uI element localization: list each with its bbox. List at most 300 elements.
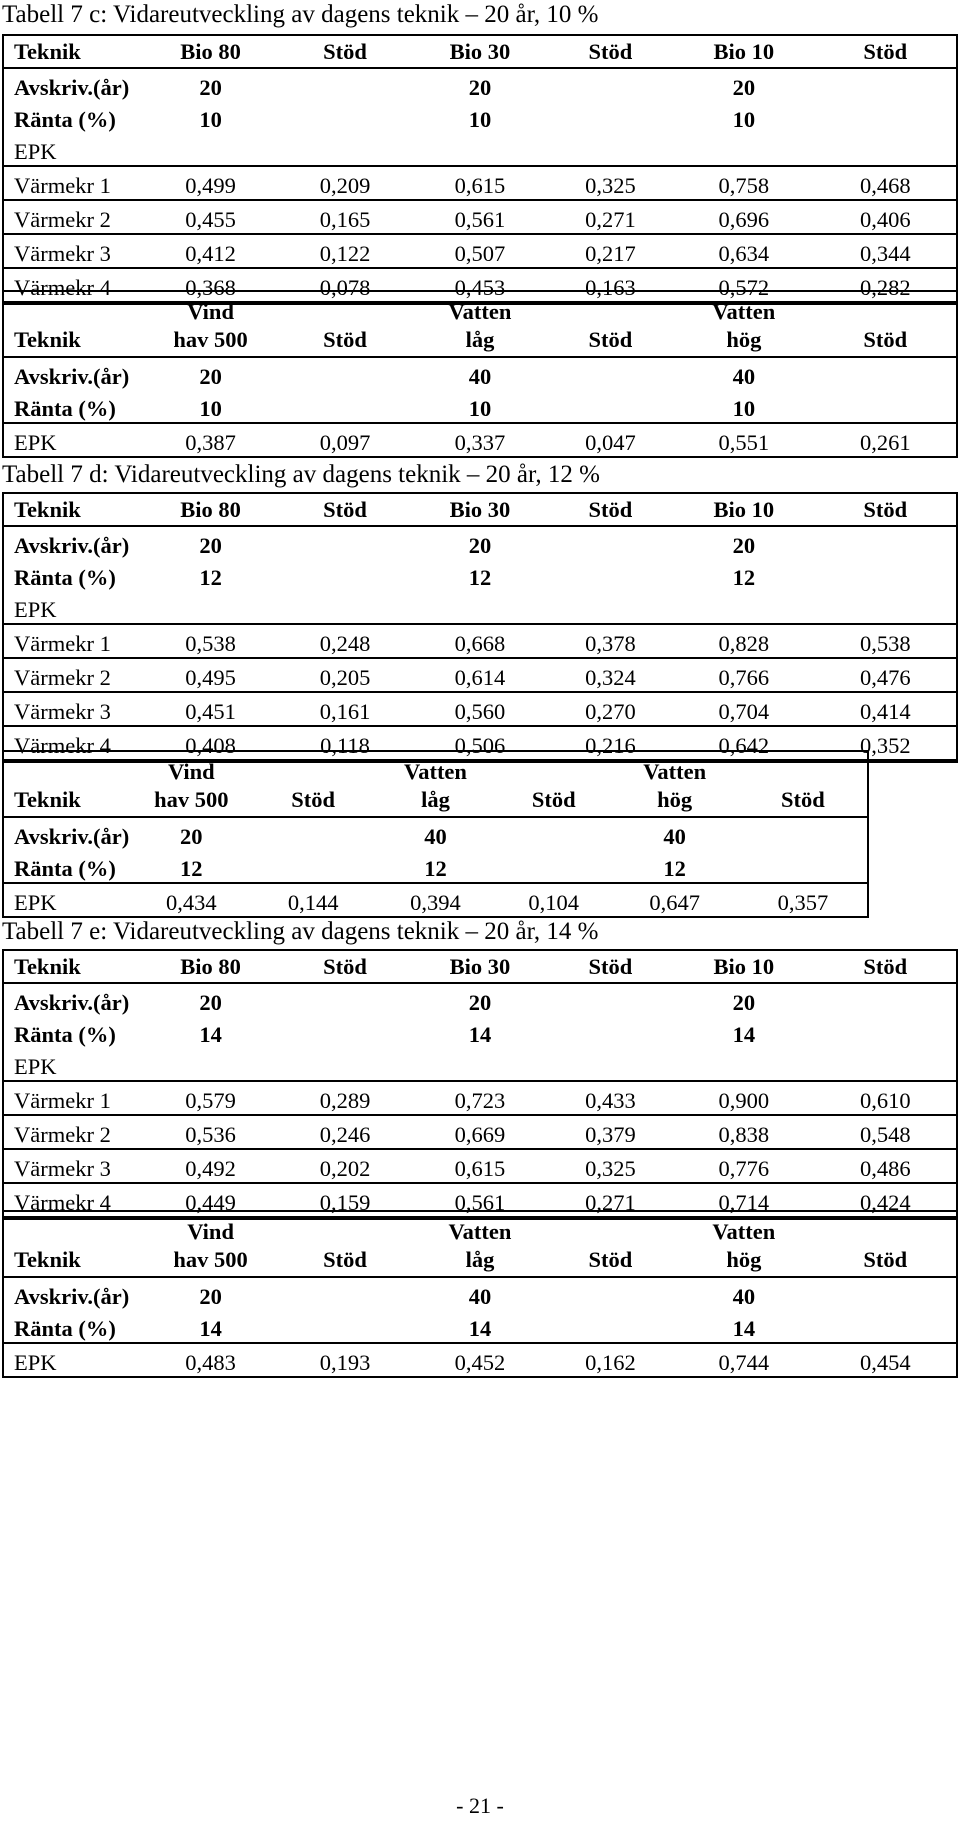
- data-cell: 0,162: [585, 1350, 636, 1375]
- data-cell: 0,357: [777, 890, 829, 915]
- header-line-bottom: Teknik: [14, 1247, 81, 1272]
- param-row: [4, 101, 956, 133]
- param-cell: [548, 68, 673, 101]
- param-cell: [278, 526, 412, 559]
- data-cell: 0,270: [548, 692, 673, 726]
- header-cell: [4, 752, 130, 817]
- param-row: [4, 850, 867, 883]
- data-cell: 0,271: [548, 1183, 673, 1217]
- header-line-bottom: Teknik: [14, 787, 81, 812]
- param-cell: Avskriv.(år): [14, 824, 130, 849]
- header-line-bottom: Stöd: [863, 1247, 908, 1272]
- param-cell: [548, 983, 673, 1016]
- data-cell: 0,216: [548, 726, 673, 760]
- param-cell: 20: [732, 75, 756, 100]
- header-cell: [548, 292, 673, 357]
- param-cell: Ränta (%): [4, 390, 143, 423]
- table-row: [4, 234, 956, 268]
- param-cell: Ränta (%): [14, 107, 116, 132]
- header-cell: [4, 1212, 143, 1277]
- param-cell: 10: [143, 390, 277, 423]
- header-line-bottom: Stöd: [588, 327, 633, 352]
- epk-row: [4, 883, 867, 916]
- header-line-bottom: Stöd: [780, 787, 825, 812]
- param-cell: Avskriv.(år): [14, 990, 130, 1015]
- data-cell: 0,647: [649, 890, 700, 915]
- heating-cost-table: [2, 34, 958, 305]
- param-cell: [252, 817, 374, 850]
- data-cell: 0,406: [815, 200, 956, 234]
- data-cell: 0,217: [548, 234, 673, 268]
- header-cell: Bio 80: [143, 494, 277, 526]
- data-cell: 0,289: [278, 1081, 412, 1115]
- data-cell: 0,766: [673, 658, 814, 692]
- data-cell: 0,434: [165, 890, 217, 915]
- param-cell: [815, 357, 956, 390]
- table-row: [4, 1149, 956, 1183]
- table-header-row: [4, 494, 956, 526]
- header-cell: Stöd: [548, 36, 673, 68]
- header-cell: Stöd: [278, 951, 412, 983]
- param-cell: 12: [374, 850, 497, 883]
- data-cell: 0,202: [278, 1149, 412, 1183]
- header-line-top: [14, 1218, 143, 1246]
- param-cell: 12: [611, 850, 739, 883]
- param-cell: [815, 559, 956, 591]
- table-row: [4, 658, 956, 692]
- data-cell: 0,163: [548, 268, 673, 302]
- data-cell: Värmekr 4: [4, 1183, 143, 1217]
- epk-label-row: [4, 133, 956, 166]
- param-cell: 10: [468, 107, 492, 132]
- param-row: [4, 526, 956, 559]
- header-cell: Stöd: [548, 494, 673, 526]
- data-cell: EPK: [14, 430, 57, 455]
- data-cell: EPK: [14, 1350, 57, 1375]
- header-line-top: [548, 1218, 673, 1246]
- param-cell: 14: [143, 1310, 277, 1343]
- table-header-row: [4, 951, 956, 983]
- data-cell: 0,412: [143, 234, 277, 268]
- data-cell: 0,579: [143, 1081, 277, 1115]
- data-cell: 0,744: [718, 1350, 770, 1375]
- param-cell: [739, 817, 867, 850]
- param-row: [4, 1310, 956, 1343]
- epk-label: EPK: [4, 591, 956, 624]
- data-cell: 0,538: [815, 624, 956, 658]
- data-cell: Värmekr 2: [4, 658, 143, 692]
- param-cell: [278, 390, 412, 423]
- data-cell: 0,368: [143, 268, 277, 302]
- data-cell: 0,325: [548, 1149, 673, 1183]
- param-cell: Ränta (%): [14, 565, 116, 590]
- data-cell: 0,486: [815, 1149, 956, 1183]
- param-cell: [815, 1016, 956, 1048]
- header-cell: Stöd: [278, 494, 412, 526]
- param-cell: [497, 850, 611, 883]
- param-cell: 14: [732, 1022, 756, 1047]
- data-cell: 0,433: [548, 1081, 673, 1115]
- table-header-row: [4, 752, 867, 817]
- header-line-bottom: hög: [726, 327, 762, 352]
- data-cell: 0,271: [548, 200, 673, 234]
- heating-cost-table: [2, 949, 958, 1220]
- param-cell: 12: [732, 565, 756, 590]
- header-cell: Bio 10: [673, 36, 814, 68]
- data-cell: 0,538: [143, 624, 277, 658]
- epk-label-row: [4, 591, 956, 624]
- param-cell: 20: [732, 990, 756, 1015]
- header-line-bottom: Stöd: [863, 327, 908, 352]
- data-cell: 0,572: [673, 268, 814, 302]
- header-cell: [611, 752, 739, 817]
- header-line-top: Vatten: [712, 299, 776, 324]
- table-row: [4, 692, 956, 726]
- param-cell: [548, 357, 673, 390]
- data-cell: 0,165: [278, 200, 412, 234]
- data-cell: 0,507: [412, 234, 547, 268]
- header-cell: Stöd: [548, 951, 673, 983]
- data-cell: 0,548: [815, 1115, 956, 1149]
- param-cell: [815, 526, 956, 559]
- header-line-top: Vatten: [712, 1219, 776, 1244]
- param-cell: Avskriv.(år): [14, 75, 130, 100]
- header-line-top: [815, 298, 956, 326]
- param-cell: Avskriv.(år): [14, 364, 130, 389]
- data-cell: 0,668: [412, 624, 547, 658]
- header-line-top: [252, 758, 374, 786]
- data-cell: 0,452: [454, 1350, 506, 1375]
- data-cell: 0,714: [673, 1183, 814, 1217]
- data-cell: 0,408: [143, 726, 277, 760]
- header-cell: [278, 292, 412, 357]
- param-cell: 12: [130, 850, 252, 883]
- table-row: [4, 200, 956, 234]
- header-cell: [143, 1212, 277, 1277]
- header-line-top: Vatten: [404, 759, 467, 784]
- header-line-top: [278, 298, 412, 326]
- header-cell: Stöd: [278, 36, 412, 68]
- data-cell: 0,193: [319, 1350, 371, 1375]
- param-cell: [815, 1310, 956, 1343]
- data-cell: 0,122: [278, 234, 412, 268]
- header-cell: [130, 752, 252, 817]
- header-line-top: [278, 1218, 412, 1246]
- data-cell: 0,144: [287, 890, 339, 915]
- param-cell: [278, 101, 412, 133]
- data-cell: 0,414: [815, 692, 956, 726]
- header-cell: Bio 80: [143, 36, 277, 68]
- param-cell: 14: [673, 1310, 814, 1343]
- data-cell: 0,561: [412, 1183, 547, 1217]
- data-cell: 0,159: [278, 1183, 412, 1217]
- param-cell: [548, 390, 673, 423]
- data-cell: Värmekr 3: [4, 692, 143, 726]
- table-row: [4, 1081, 956, 1115]
- param-cell: [815, 68, 956, 101]
- data-cell: 0,261: [859, 430, 911, 455]
- data-cell: 0,551: [718, 430, 770, 455]
- param-cell: 40: [732, 364, 756, 389]
- header-cell: [374, 752, 497, 817]
- header-line-bottom: Teknik: [14, 327, 81, 352]
- param-cell: [548, 526, 673, 559]
- table-caption: Tabell 7 c: Vidareutveckling av dagens teknik – 20 år, 10 %: [2, 1, 599, 28]
- data-cell: 0,476: [815, 658, 956, 692]
- data-cell: Värmekr 3: [4, 1149, 143, 1183]
- param-cell: Avskriv.(år): [14, 1284, 130, 1309]
- data-cell: 0,449: [143, 1183, 277, 1217]
- header-cell: Bio 30: [412, 951, 547, 983]
- data-cell: 0,468: [815, 166, 956, 200]
- param-cell: [815, 101, 956, 133]
- data-cell: 0,776: [673, 1149, 814, 1183]
- data-cell: Värmekr 2: [4, 1115, 143, 1149]
- data-cell: 0,047: [585, 430, 636, 455]
- header-cell: Bio 30: [412, 36, 547, 68]
- param-row: [4, 357, 956, 390]
- param-cell: 14: [468, 1022, 492, 1047]
- data-cell: 0,078: [278, 268, 412, 302]
- header-line-top: [497, 758, 611, 786]
- header-cell: [673, 1212, 814, 1277]
- param-row: [4, 390, 956, 423]
- param-cell: [548, 559, 673, 591]
- data-cell: 0,104: [528, 890, 580, 915]
- param-row: [4, 1277, 956, 1310]
- data-cell: Värmekr 3: [4, 234, 143, 268]
- header-line-bottom: hav 500: [173, 1247, 248, 1272]
- data-cell: Värmekr 4: [4, 268, 143, 302]
- data-cell: 0,209: [278, 166, 412, 200]
- param-cell: [815, 390, 956, 423]
- param-cell: Ränta (%): [14, 1022, 116, 1047]
- table-row: [4, 1115, 956, 1149]
- data-cell: 0,828: [673, 624, 814, 658]
- header-cell: [4, 292, 143, 357]
- param-cell: [497, 817, 611, 850]
- header-cell: [143, 292, 277, 357]
- param-cell: [815, 983, 956, 1016]
- param-cell: 20: [468, 990, 492, 1015]
- param-cell: 10: [673, 390, 814, 423]
- param-cell: [278, 559, 412, 591]
- param-cell: 12: [468, 565, 492, 590]
- data-cell: Värmekr 1: [4, 166, 143, 200]
- table-header-row: [4, 292, 956, 357]
- param-cell: [739, 850, 867, 883]
- table-caption: Tabell 7 e: Vidareutveckling av dagens teknik – 20 år, 14 %: [2, 918, 599, 945]
- param-cell: [278, 983, 412, 1016]
- header-cell: Bio 10: [673, 951, 814, 983]
- header-line-bottom: låg: [421, 787, 450, 812]
- param-cell: 20: [199, 1284, 222, 1309]
- header-line-bottom: hav 500: [173, 327, 248, 352]
- header-line-bottom: Stöd: [323, 1247, 367, 1272]
- header-line-top: Vind: [187, 299, 234, 324]
- header-cell: [278, 1212, 412, 1277]
- header-line-top: [739, 758, 867, 786]
- param-row: [4, 983, 956, 1016]
- param-cell: 14: [412, 1310, 547, 1343]
- param-cell: 14: [199, 1022, 222, 1047]
- header-line-top: Vind: [187, 1219, 234, 1244]
- data-cell: Värmekr 1: [4, 624, 143, 658]
- header-line-top: [548, 298, 673, 326]
- header-cell: Teknik: [4, 494, 143, 526]
- param-cell: 20: [199, 364, 222, 389]
- header-cell: [815, 292, 956, 357]
- data-cell: 0,424: [815, 1183, 956, 1217]
- header-cell: Bio 10: [673, 494, 814, 526]
- data-cell: 0,246: [278, 1115, 412, 1149]
- param-cell: 20: [180, 824, 203, 849]
- header-cell: [673, 292, 814, 357]
- data-cell: 0,499: [143, 166, 277, 200]
- header-line-top: Vind: [167, 759, 215, 784]
- param-cell: [548, 1277, 673, 1310]
- header-line-bottom: Stöd: [588, 1247, 633, 1272]
- data-cell: 0,536: [143, 1115, 277, 1149]
- data-cell: 0,097: [319, 430, 371, 455]
- data-cell: 0,669: [412, 1115, 547, 1149]
- data-cell: 0,394: [410, 890, 461, 915]
- param-cell: [278, 1277, 412, 1310]
- data-cell: 0,282: [815, 268, 956, 302]
- param-cell: 20: [199, 990, 222, 1015]
- table-row: [4, 624, 956, 658]
- data-cell: 0,723: [412, 1081, 547, 1115]
- param-cell: [278, 1310, 412, 1343]
- param-cell: 12: [199, 565, 222, 590]
- data-cell: 0,453: [412, 268, 547, 302]
- data-cell: 0,324: [548, 658, 673, 692]
- data-cell: 0,561: [412, 200, 547, 234]
- param-cell: 20: [468, 75, 492, 100]
- param-cell: [548, 1310, 673, 1343]
- param-row: [4, 559, 956, 591]
- header-line-bottom: Stöd: [323, 327, 367, 352]
- param-cell: [278, 68, 412, 101]
- param-cell: 10: [732, 107, 756, 132]
- header-cell: [412, 292, 547, 357]
- data-cell: 0,352: [815, 726, 956, 760]
- heating-cost-table: [2, 492, 958, 763]
- epk-label: EPK: [4, 1048, 956, 1081]
- header-cell: [548, 1212, 673, 1277]
- header-cell: [815, 1212, 956, 1277]
- data-cell: 0,900: [673, 1081, 814, 1115]
- param-row: [4, 1016, 956, 1048]
- header-line-bottom: Stöd: [291, 787, 336, 812]
- param-cell: [548, 101, 673, 133]
- param-cell: Avskriv.(år): [14, 533, 130, 558]
- data-cell: EPK: [14, 890, 57, 915]
- header-cell: [412, 1212, 547, 1277]
- header-cell: [252, 752, 374, 817]
- data-cell: 0,387: [185, 430, 236, 455]
- data-cell: 0,483: [185, 1350, 236, 1375]
- renewable-cost-table: [2, 750, 869, 918]
- table-header-row: [4, 1212, 956, 1277]
- header-cell: [739, 752, 867, 817]
- data-cell: 0,337: [454, 430, 506, 455]
- epk-label-row: [4, 1048, 956, 1081]
- param-cell: Ränta (%): [4, 1310, 143, 1343]
- data-cell: 0,325: [548, 166, 673, 200]
- data-cell: 0,454: [859, 1350, 911, 1375]
- param-cell: 20: [468, 533, 492, 558]
- data-cell: Värmekr 2: [4, 200, 143, 234]
- data-cell: 0,696: [673, 200, 814, 234]
- param-cell: [815, 1277, 956, 1310]
- renewable-cost-table: [2, 290, 958, 458]
- data-cell: 0,615: [412, 1149, 547, 1183]
- param-cell: 40: [424, 824, 447, 849]
- header-cell: Teknik: [4, 36, 143, 68]
- data-cell: 0,610: [815, 1081, 956, 1115]
- header-line-bottom: hög: [726, 1247, 762, 1272]
- data-cell: 0,248: [278, 624, 412, 658]
- data-cell: 0,615: [412, 166, 547, 200]
- data-cell: 0,634: [673, 234, 814, 268]
- header-line-bottom: låg: [465, 327, 495, 352]
- param-cell: 10: [199, 107, 222, 132]
- data-cell: Värmekr 1: [4, 1081, 143, 1115]
- data-cell: 0,506: [412, 726, 547, 760]
- param-cell: [278, 1016, 412, 1048]
- param-cell: [548, 1016, 673, 1048]
- param-cell: 20: [732, 533, 756, 558]
- page-number: - 21 -: [456, 1793, 504, 1818]
- renewable-cost-table: [2, 1210, 958, 1378]
- data-cell: 0,451: [143, 692, 277, 726]
- header-cell: Bio 30: [412, 494, 547, 526]
- param-row: [4, 817, 867, 850]
- data-cell: 0,704: [673, 692, 814, 726]
- header-cell: Teknik: [4, 951, 143, 983]
- header-line-bottom: hög: [657, 787, 693, 812]
- param-cell: 20: [199, 75, 222, 100]
- header-line-top: Vatten: [643, 759, 707, 784]
- param-cell: [252, 850, 374, 883]
- header-line-top: [14, 758, 130, 786]
- data-cell: 0,492: [143, 1149, 277, 1183]
- data-cell: 0,344: [815, 234, 956, 268]
- header-line-bottom: låg: [465, 1247, 495, 1272]
- header-cell: [497, 752, 611, 817]
- header-line-top: Vatten: [448, 299, 512, 324]
- header-line-top: [815, 1218, 956, 1246]
- param-cell: Ränta (%): [4, 850, 130, 883]
- data-cell: 0,118: [278, 726, 412, 760]
- param-cell: 20: [199, 533, 222, 558]
- header-line-top: Vatten: [448, 1219, 512, 1244]
- table-header-row: [4, 36, 956, 68]
- param-row: [4, 68, 956, 101]
- table-row: [4, 166, 956, 200]
- header-cell: Stöd: [815, 951, 956, 983]
- epk-row: [4, 423, 956, 456]
- table-caption: Tabell 7 d: Vidareutveckling av dagens teknik – 20 år, 12 %: [2, 461, 600, 488]
- epk-row: [4, 1343, 956, 1376]
- param-cell: 40: [468, 364, 492, 389]
- data-cell: 0,161: [278, 692, 412, 726]
- data-cell: 0,495: [143, 658, 277, 692]
- data-cell: 0,614: [412, 658, 547, 692]
- header-cell: Stöd: [815, 36, 956, 68]
- param-cell: [278, 357, 412, 390]
